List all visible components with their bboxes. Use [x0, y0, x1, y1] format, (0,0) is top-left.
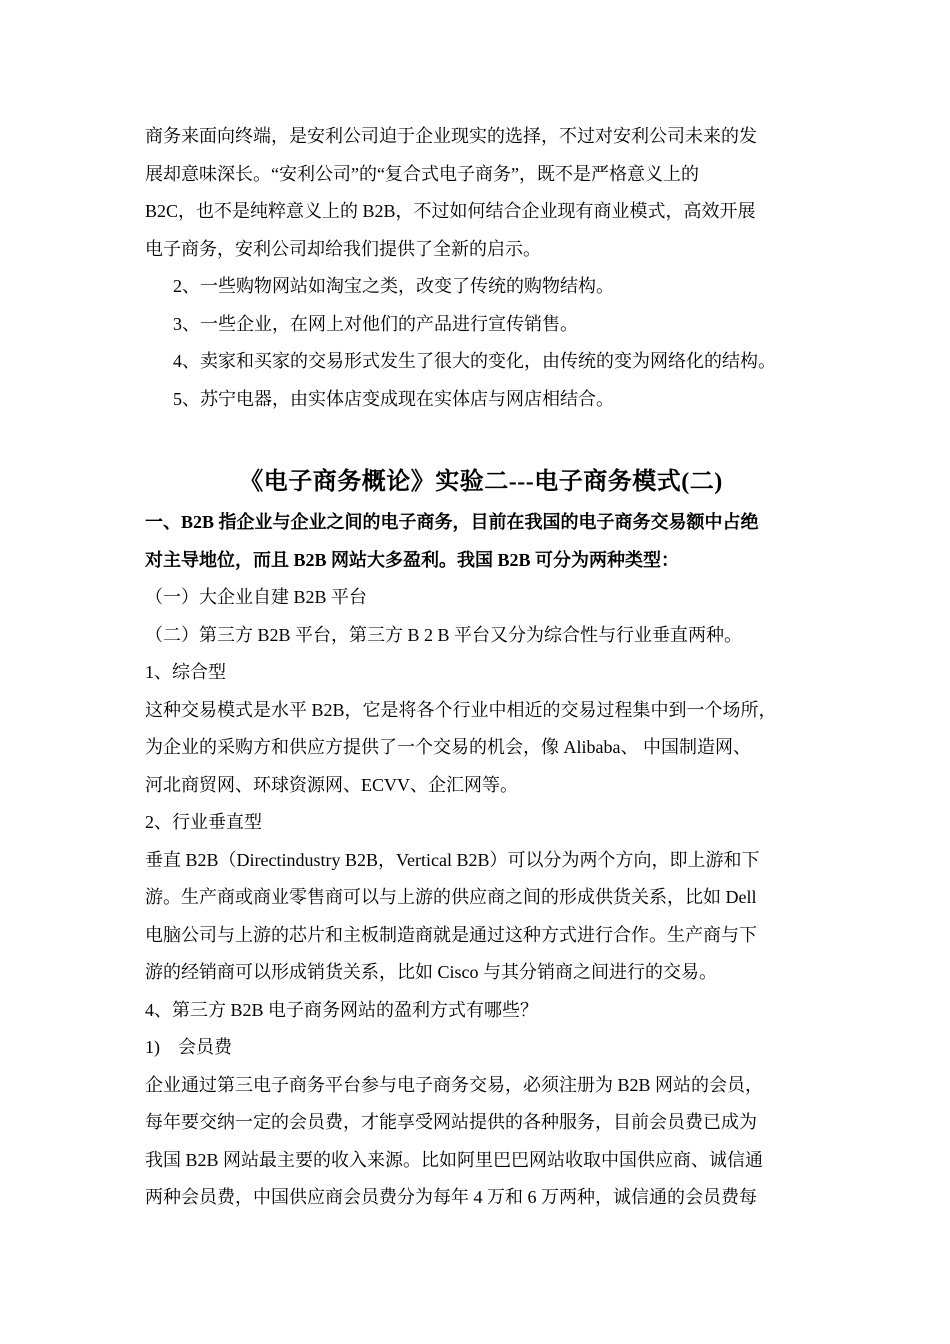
paragraph-line: 河北商贸网、环球资源网、ECVV、企汇网等。 — [145, 774, 518, 795]
section-gap — [145, 418, 817, 460]
type-item: （一）大企业自建 B2B 平台 — [145, 587, 368, 607]
paragraph-line: B2C，也不是纯粹意义上的 B2B，不过如何结合企业现有商业模式，高效开展 — [145, 201, 756, 221]
subsection-heading: 4、第三方 B2B 电子商务网站的盈利方式有哪些？ — [145, 999, 539, 1020]
paragraph-line: 游。生产商或商业零售商可以与上游的供应商之间的形成供货关系，比如 Dell — [145, 887, 757, 907]
type-item: （二）第三方 B2B 平台，第三方 B 2 B 平台又分为综合性与行业垂直两种。 — [145, 624, 743, 645]
list-item: 3、一些企业，在网上对他们的产品进行宣传销售。 — [173, 313, 578, 334]
numbered-subheading: 1) 会员费 — [145, 1037, 232, 1057]
paragraph-line: 垂直 B2B（Directindustry B2B，Vertical B2B）可以分为两个方向，即上游和下 — [145, 849, 760, 870]
subsection-heading: 1、综合型 — [145, 662, 226, 682]
paragraph-line: 我国 B2B 网站最主要的收入来源。比如阿里巴巴网站收取中国供应商、诚信通 — [145, 1149, 764, 1170]
list-item: 2、一些购物网站如淘宝之类，改变了传统的购物结构。 — [173, 276, 614, 296]
paragraph-line: 游的经销商可以形成销货关系，比如 Cisco 与其分销商之间进行的交易。 — [145, 962, 717, 982]
intro-line: 一、B2B 指企业与企业之间的电子商务，目前在我国的电子商务交易额中占绝 — [145, 512, 759, 532]
paragraph-line: 电子商务，安利公司却给我们提供了全新的启示。 — [145, 238, 541, 259]
list-item: 5、苏宁电器，由实体店变成现在实体店与网店相结合。 — [173, 388, 614, 409]
section-title: 《电子商务概论》实验二---电子商务模式(二) — [239, 469, 723, 495]
paragraph-line: 企业通过第三电子商务平台参与电子商务交易，必须注册为 B2B 网站的会员， — [145, 1074, 764, 1095]
paragraph-line: 两种会员费，中国供应商会员费分为每年 4 万和 6 万两种，诚信通的会员费每 — [145, 1187, 757, 1207]
paragraph-line: 展却意味深长。“安利公司”的“复合式电子商务”，既不是严格意义上的 — [145, 163, 699, 184]
paragraph-line: 这种交易模式是水平 B2B，它是将各个行业中相近的交易过程集中到一个场所， — [145, 699, 777, 720]
subsection-heading: 2、行业垂直型 — [145, 812, 262, 832]
paragraph-line: 为企业的采购方和供应方提供了一个交易的机会，像 Alibaba、 中国制造网、 — [145, 737, 751, 757]
paragraph-line: 电脑公司与上游的芯片和主板制造商就是通过这种方式进行合作。生产商与下 — [145, 924, 757, 945]
document-page — [145, 118, 817, 1217]
intro-line: 对主导地位，而且 B2B 网站大多盈利。我国 B2B 可分为两种类型： — [145, 549, 680, 570]
paragraph-line: 商务来面向终端，是安利公司迫于企业现实的选择，不过对安利公司未来的发 — [145, 126, 757, 146]
list-item: 4、卖家和买家的交易形式发生了很大的变化，由传统的变为网络化的结构。 — [173, 351, 776, 371]
paragraph-line: 每年要交纳一定的会员费，才能享受网站提供的各种服务，目前会员费已成为 — [145, 1112, 757, 1132]
